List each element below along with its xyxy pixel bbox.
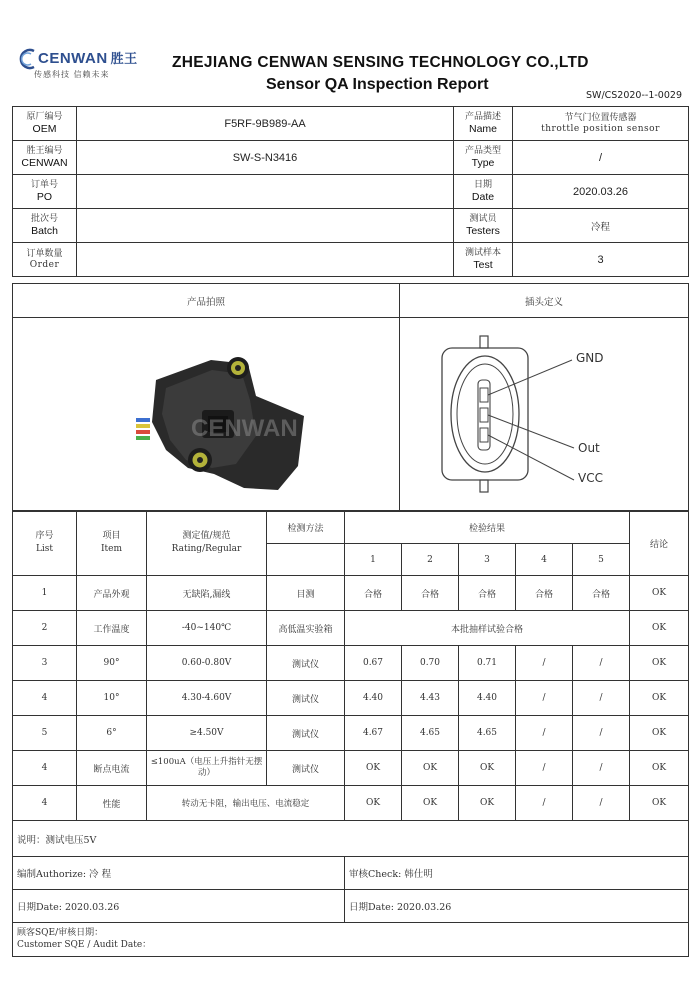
row-result: / [573, 716, 630, 751]
header-results: 检验结果 [345, 511, 630, 544]
info-row-order [13, 243, 689, 277]
check-field: 审核Check: 韩仕明 [345, 857, 689, 890]
row-no: 3 [13, 646, 77, 681]
row-method: 测试仪 [267, 681, 345, 716]
row-result: / [573, 681, 630, 716]
info-row-po [13, 175, 689, 209]
sample-no: 3 [459, 544, 516, 576]
row-result: / [573, 751, 630, 786]
row-no: 4 [13, 786, 77, 821]
pin-definition-diagram [402, 318, 687, 508]
date-value: 2020.03.26 [513, 175, 689, 209]
oem-label: 原厂编号 OEM [13, 107, 77, 141]
row-no: 5 [13, 716, 77, 751]
po-value [77, 175, 454, 209]
batch-value [77, 209, 454, 243]
cenwan-value: SW-S-N3416 [77, 141, 454, 175]
product-info-table [12, 106, 689, 277]
name-value: 节气门位置传感器 throttle position sensor [513, 107, 689, 141]
test-voltage-note: 说明：测试电压5V [13, 821, 689, 857]
row-result: 合格 [459, 576, 516, 611]
row-result: OK [345, 751, 402, 786]
oem-value: F5RF-9B989-AA [77, 107, 454, 141]
table-row [13, 716, 689, 751]
pin-label-vcc: VCC [577, 471, 603, 485]
row-result: OK [345, 786, 402, 821]
row-no: 4 [13, 681, 77, 716]
row-conclusion: OK [630, 646, 689, 681]
pin-label-out: Out [577, 441, 600, 455]
table-row [13, 681, 689, 716]
row-result: 4.43 [402, 681, 459, 716]
row-method: 测试仪 [267, 751, 345, 786]
authorize-date: 日期Date: 2020.03.26 [13, 890, 345, 923]
row-conclusion: OK [630, 611, 689, 646]
row-result: OK [459, 786, 516, 821]
row-result: OK [402, 751, 459, 786]
row-result: / [573, 646, 630, 681]
row-result: 4.65 [402, 716, 459, 751]
check-date: 日期Date: 2020.03.26 [345, 890, 689, 923]
row-item: 断点电流 [77, 751, 147, 786]
test-label: 测试样本 Test [454, 243, 513, 277]
table-row [13, 576, 689, 611]
row-result: 4.40 [345, 681, 402, 716]
signature-table [12, 820, 689, 957]
row-no: 1 [13, 576, 77, 611]
company-logo [14, 46, 164, 86]
row-no: 2 [13, 611, 77, 646]
sample-no: 2 [402, 544, 459, 576]
row-rating: ≤100uA（电压上升指针无摆动） [147, 751, 267, 786]
row-result: 4.40 [459, 681, 516, 716]
batch-label: 批次号 Batch [13, 209, 77, 243]
info-row-cenwan [13, 141, 689, 175]
header-list: 序号 List [13, 511, 77, 576]
row-result: / [516, 716, 573, 751]
row-no: 4 [13, 751, 77, 786]
logo-arc-icon [18, 48, 40, 70]
row-rating: -40~140℃ [147, 611, 267, 646]
row-method: 目测 [267, 576, 345, 611]
row-item: 性能 [77, 786, 147, 821]
authorize-row [13, 857, 689, 890]
row-result: 4.65 [459, 716, 516, 751]
row-result: 合格 [573, 576, 630, 611]
row-result-merged: 本批抽样试验合格 [345, 611, 630, 646]
logo-wordmark: CENWAN 胜王 [38, 50, 138, 67]
row-item: 产品外观 [77, 576, 147, 611]
row-conclusion: OK [630, 576, 689, 611]
inspection-results-table [12, 510, 689, 821]
testers-value: 冷程 [513, 209, 689, 243]
row-method: 高低温实验箱 [267, 611, 345, 646]
date-label: 日期 Date [454, 175, 513, 209]
order-value [77, 243, 454, 277]
info-row-oem [13, 107, 689, 141]
row-rating: 0.60-0.80V [147, 646, 267, 681]
row-conclusion: OK [630, 681, 689, 716]
report-title: Sensor QA Inspection Report [266, 76, 489, 93]
row-result: OK [402, 786, 459, 821]
sample-no: 4 [516, 544, 573, 576]
table-row [13, 611, 689, 646]
document-number: SW/CS2020--1-0029 [586, 90, 682, 101]
inspection-header-row-1 [13, 511, 689, 544]
order-label: 订单数量 Order [13, 243, 77, 277]
row-result: 合格 [516, 576, 573, 611]
pin-diagram-cell [400, 318, 689, 512]
table-row [13, 786, 689, 821]
cenwan-label: 胜王编号 CENWAN [13, 141, 77, 175]
product-photo [16, 318, 396, 508]
row-result: 合格 [345, 576, 402, 611]
header-method-blank [267, 544, 345, 576]
logo-tagline: 传感科技 信赖未来 [34, 70, 110, 79]
row-result: OK [459, 751, 516, 786]
row-result: 0.71 [459, 646, 516, 681]
info-row-batch [13, 209, 689, 243]
row-conclusion: OK [630, 751, 689, 786]
row-result: 合格 [402, 576, 459, 611]
row-conclusion: OK [630, 786, 689, 821]
row-rating: ≥4.50V [147, 716, 267, 751]
row-method: 测试仪 [267, 646, 345, 681]
row-result: / [516, 786, 573, 821]
images-header-row [13, 284, 689, 318]
testers-label: 测试员 Testers [454, 209, 513, 243]
row-item: 工作温度 [77, 611, 147, 646]
type-label: 产品类型 Type [454, 141, 513, 175]
row-result: / [573, 786, 630, 821]
sqe-row [13, 923, 689, 957]
company-name: ZHEJIANG CENWAN SENSING TECHNOLOGY CO.,LTD [172, 54, 589, 71]
row-result: / [516, 646, 573, 681]
table-row [13, 751, 689, 786]
row-result: / [516, 751, 573, 786]
photo-header: 产品拍照 [13, 284, 400, 318]
header-method: 检测方法 [267, 511, 345, 544]
sample-no: 1 [345, 544, 402, 576]
row-result: 0.70 [402, 646, 459, 681]
row-result: 0.67 [345, 646, 402, 681]
product-photo-cell [13, 318, 400, 512]
date-row [13, 890, 689, 923]
type-value: / [513, 141, 689, 175]
customer-sqe-field: 顾客SQE/审核日期： Customer SQE / Audit Date： [13, 923, 689, 957]
report-header [0, 0, 700, 106]
row-result: / [516, 681, 573, 716]
sample-no: 5 [573, 544, 630, 576]
row-rating: 转动无卡阻，输出电压、电流稳定 [147, 786, 345, 821]
test-value: 3 [513, 243, 689, 277]
photo-watermark: CENWAN [191, 415, 298, 442]
header-rating: 测定值/规范 Rating/Regular [147, 511, 267, 576]
row-result: 4.67 [345, 716, 402, 751]
product-images-table [12, 283, 689, 512]
pin-header: 插头定义 [400, 284, 689, 318]
header-item: 项目 Item [77, 511, 147, 576]
row-item: 10° [77, 681, 147, 716]
note-row [13, 821, 689, 857]
images-body-row [13, 318, 689, 512]
table-row [13, 646, 689, 681]
name-label: 产品描述 Name [454, 107, 513, 141]
row-rating: 4.30-4.60V [147, 681, 267, 716]
row-item: 6° [77, 716, 147, 751]
row-item: 90° [77, 646, 147, 681]
pin-label-gnd: GND [575, 351, 604, 365]
row-rating: 无缺陷,漏线 [147, 576, 267, 611]
row-conclusion: OK [630, 716, 689, 751]
authorize-field: 编制Authorize: 冷 程 [13, 857, 345, 890]
header-conclusion: 结论 [630, 511, 689, 576]
row-method: 测试仪 [267, 716, 345, 751]
po-label: 订单号 PO [13, 175, 77, 209]
